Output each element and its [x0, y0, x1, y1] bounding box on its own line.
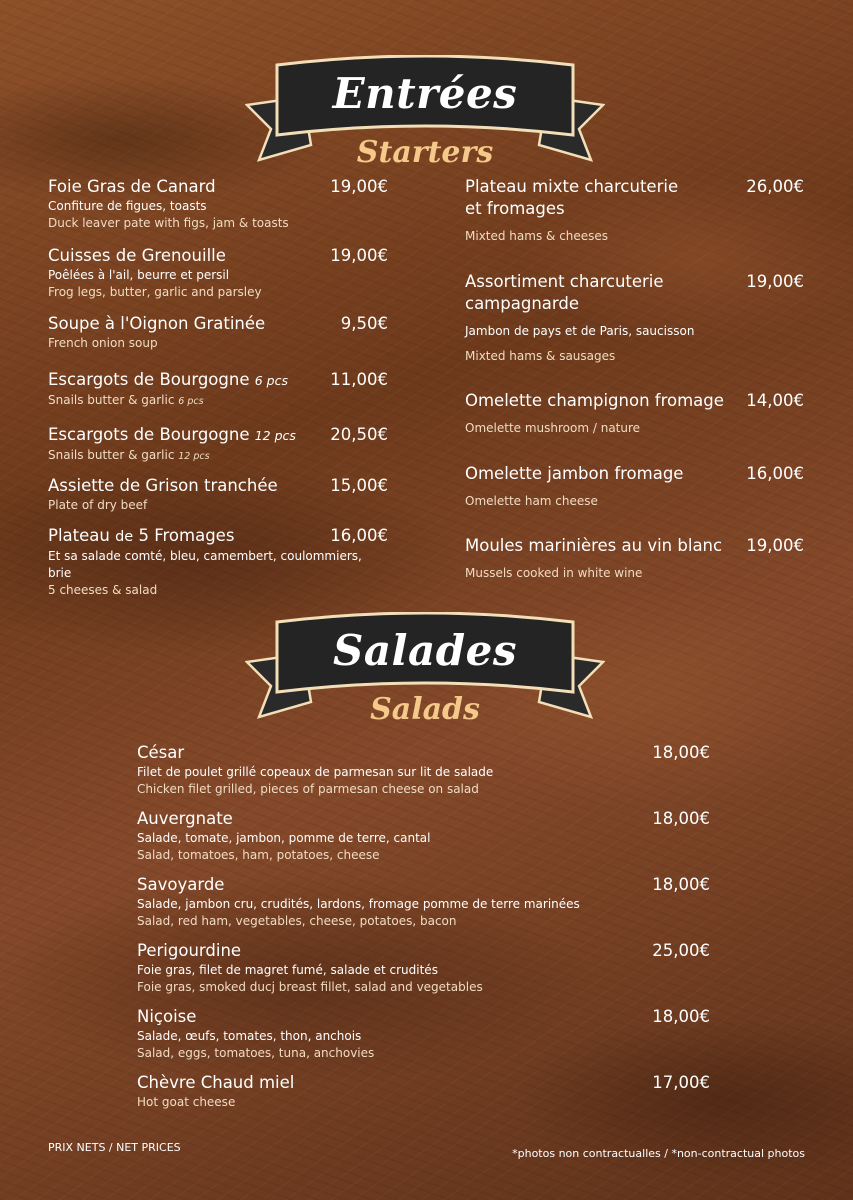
menu-item: [48, 369, 388, 410]
menu-item: [465, 463, 804, 510]
item-name: César: [137, 743, 185, 762]
menu-item: [48, 176, 388, 232]
item-price: 11,00€: [330, 370, 388, 389]
item-name: Perigourdine: [137, 941, 242, 960]
item-quantity: 12 pcs: [254, 428, 296, 443]
item-description-en: Mixted hams & cheeses: [465, 229, 609, 243]
salads-title: Salades: [333, 626, 517, 675]
starters-title: Entrées: [332, 69, 518, 118]
menu-item: [137, 1006, 710, 1062]
item-name: Assiette de Grison tranchée: [48, 476, 278, 495]
item-name: Moules marinières au vin blanc: [465, 536, 723, 555]
item-name: Omelette champignon fromage: [465, 391, 724, 410]
menu-item: [48, 245, 388, 301]
item-name: Omelette jambon fromage: [465, 464, 684, 483]
menu-item: [48, 424, 388, 465]
menu-item: [465, 390, 804, 437]
item-name-text: Plateau: [48, 526, 110, 545]
item-price: 19,00€: [746, 272, 804, 291]
item-description-en: Foie gras, smoked ducj breast fillet, salad and vegetables: [137, 980, 483, 994]
item-description-en: Omelette mushroom / nature: [465, 421, 641, 435]
item-description-en: [48, 392, 388, 410]
item-description-en: Chicken filet grilled, pieces of parmesan cheese on salad: [137, 782, 479, 796]
item-price: 18,00€: [652, 1007, 710, 1026]
item-description-fr: Et sa salade comté, bleu, camembert, coulommiers, brie: [48, 549, 362, 580]
item-name-text: de: [115, 529, 134, 545]
item-description-text: Snails butter & garlic: [48, 448, 175, 462]
item-description-en: Mixted hams & sausages: [465, 349, 616, 363]
net-prices-note: PRIX NETS / NET PRICES: [48, 1141, 181, 1154]
item-name-line2: campagnarde: [465, 294, 580, 313]
menu-item: [137, 742, 710, 798]
item-name: Foie Gras de Canard: [48, 177, 216, 196]
item-description-en: Salad, tomatoes, ham, potatoes, cheese: [137, 848, 380, 862]
item-price: 18,00€: [652, 743, 710, 762]
menu-item: [48, 525, 388, 599]
item-description-en: Salad, eggs, tomatoes, tuna, anchovies: [137, 1046, 375, 1060]
menu-item: [137, 874, 710, 930]
starters-subtitle: Starters: [356, 135, 494, 170]
item-price: 20,50€: [330, 425, 388, 444]
item-description-fr: Confiture de figues, toasts: [48, 199, 207, 213]
item-description-en: Duck leaver pate with figs, jam & toasts: [48, 216, 289, 230]
item-description-en: Mussels cooked in white wine: [465, 566, 643, 580]
item-description-en: Hot goat cheese: [137, 1095, 236, 1109]
item-quantity: 12 pcs: [178, 451, 210, 462]
item-description-en: Plate of dry beef: [48, 498, 148, 512]
item-description-fr: Jambon de pays et de Paris, saucisson: [465, 324, 695, 338]
item-price: 19,00€: [746, 536, 804, 555]
item-description-en: [48, 447, 388, 465]
item-quantity: 6 pcs: [178, 396, 204, 407]
item-price: 19,00€: [330, 246, 388, 265]
item-description-fr: Salade, jambon cru, crudités, lardons, fromage pomme de terre marinées: [137, 897, 580, 911]
item-quantity: 6 pcs: [254, 373, 288, 388]
item-name: Niçoise: [137, 1007, 197, 1026]
salads-banner: [245, 612, 605, 742]
salads-subtitle: Salads: [370, 692, 480, 727]
item-description-fr: Filet de poulet grillé copeaux de parmesan sur lit de salade: [137, 765, 494, 779]
menu-item: [137, 808, 710, 864]
item-price: 9,50€: [340, 314, 388, 333]
item-name-text: 5 Fromages: [138, 526, 235, 545]
item-price: 26,00€: [746, 177, 804, 196]
menu-item: [48, 475, 388, 514]
item-description-en: Salad, red ham, vegetables, cheese, potatoes, bacon: [137, 914, 457, 928]
menu-item: [465, 176, 804, 245]
item-price: 19,00€: [330, 177, 388, 196]
menu-item: [465, 271, 804, 365]
item-description-en: Frog legs, butter, garlic and parsley: [48, 285, 262, 299]
starters-banner: [245, 55, 605, 185]
item-price: 15,00€: [330, 476, 388, 495]
item-name-text: Escargots de Bourgogne: [48, 425, 250, 444]
item-price: 18,00€: [652, 809, 710, 828]
item-description-text: Snails butter & garlic: [48, 393, 175, 407]
item-name: Plateau mixte charcuterie: [465, 177, 679, 196]
item-price: 14,00€: [746, 391, 804, 410]
item-price: 16,00€: [746, 464, 804, 483]
item-name: Soupe à l'Oignon Gratinée: [48, 314, 266, 333]
item-description-en: Omelette ham cheese: [465, 494, 598, 508]
item-price: 16,00€: [330, 526, 388, 545]
item-name: Assortiment charcuterie: [465, 272, 664, 291]
item-description-fr: Salade, œufs, tomates, thon, anchois: [137, 1029, 362, 1043]
item-name: Cuisses de Grenouille: [48, 246, 226, 265]
item-price: 17,00€: [652, 1073, 710, 1092]
item-description-en: French onion soup: [48, 336, 158, 350]
item-price: 25,00€: [652, 941, 710, 960]
menu-item: [137, 940, 710, 996]
item-name-text: Escargots de Bourgogne: [48, 370, 250, 389]
item-description-fr: Salade, tomate, jambon, pomme de terre, cantal: [137, 831, 431, 845]
item-name: Auvergnate: [137, 809, 233, 828]
item-price: 18,00€: [652, 875, 710, 894]
item-name: Savoyarde: [137, 875, 225, 894]
item-name: Chèvre Chaud miel: [137, 1073, 295, 1092]
item-name-line2: et fromages: [465, 199, 565, 218]
item-description-fr: Poêlées à l'ail, beurre et persil: [48, 268, 230, 282]
photos-disclaimer: *photos non contractualles / *non-contractual photos: [512, 1147, 805, 1160]
item-description-fr: Foie gras, filet de magret fumé, salade et crudités: [137, 963, 438, 977]
menu-item: [465, 535, 804, 582]
menu-item: [48, 313, 388, 352]
menu-item: [137, 1072, 710, 1111]
item-description-en: 5 cheeses & salad: [48, 583, 158, 597]
